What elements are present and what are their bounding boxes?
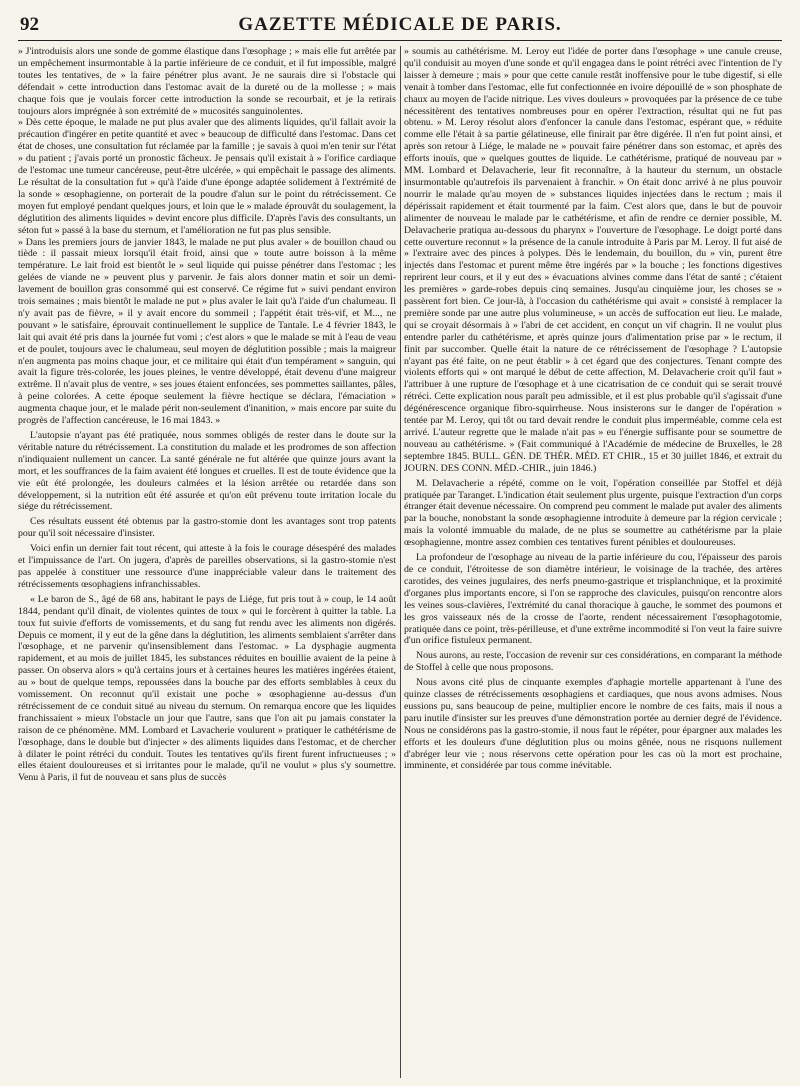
page-header bbox=[18, 10, 782, 41]
left-column bbox=[18, 46, 396, 1078]
page-number: 92 bbox=[20, 14, 39, 35]
paragraph: Ces résultats eussent été obtenus par la gastro-stomie dont les avantages sont trop patents pour qu'il soit nécessaire d'insister. bbox=[18, 516, 396, 540]
right-column bbox=[404, 46, 782, 1078]
paragraph: Nous avons cité plus de cinquante exemples d'aphagie mortelle appartenant à l'une des quinze classes de rétrécissements œsophagiens et cardiaques, que nous avons admises. Nous eussions pu, sans beaucoup de peine, multiplier encore le nombre de ces faits, mais il nous a paru inutile d'insister sur les preuves d'une démonstration portée au dernier degré de l'évidence. Nous ne considérons pas la gastro-stomie, il nous faut le répéter, pour épargner aux malades les efforts et les douleurs d'une déglutition plus ou moins gênée, nous ne risquons nullement d'abréger leur vie ; nous réservons cette opération pour les cas où la mort est prochaine, imminente, et considérée par tous comme inévitable. bbox=[404, 677, 782, 772]
paragraph: Nous aurons, au reste, l'occasion de revenir sur ces considérations, en comparant la méthode de Stoffel à celle que nous proposons. bbox=[404, 650, 782, 674]
journal-title: GAZETTE MÉDICALE DE PARIS. bbox=[238, 14, 562, 35]
paragraph: L'autopsie n'ayant pas été pratiquée, nous sommes obligés de rester dans le doute sur la véritable nature du rétrécissement. La constitution du malade et les prodromes de son affection n'indiquaient nullement un cancer. La santé générale ne fut altérée que quinze jours avant la mort, et les souffrances de la faim avaient été longues et cruelles. Il est de toute évidence que la vie eût été prolongée, les douleurs calmées et la lésion arrêtée ou retardée dans son développement, si la nutrition eût été assurée et qu'on eût prévenu toute irritation locale du siége du rétrécissement. bbox=[18, 430, 396, 513]
article-columns bbox=[18, 46, 782, 1078]
paragraph: La profondeur de l'œsophage au niveau de la partie inférieure du cou, l'épaisseur des parois de ce conduit, l'étroitesse de son diamètre intérieur, le voisinage de la trachée, des artères carotides, des veines jugulaires, des nerfs pneumo-gastrique et trisplanchnique, et la proximité d'organes plus importants encore, si l'on se rapproche des clavicules, puisqu'on rencontre alors les veines sous-clavières, l'extrémité du canal thoracique à gauche, le sommet des poumons et les gros vaisseaux nés de la crosse de l'aorte, rendent nécessairement l'œsophagotomie, pratiquée dans ce point, très-périlleuse, et d'une extrême incommodité si l'on veut la faire suivre d'un orifice fistuleux permanent. bbox=[404, 552, 782, 647]
paragraph: » soumis au cathétérisme. M. Leroy eut l'idée de porter dans l'œsophage » une canule creuse, qu'il conduisit au moyen d'une sonde et qu'il engagea dans le point rétréci avec l'intention de l'y laisser à demeure ; mais » pour que cette canule restât inoffensive pour le tube digestif, si elle venait à tomber dans l'estomac, elle fut confectionnée en ivoire dépouillé de » son phosphate de chaux au moyen de l'acide nitrique. Les vives douleurs » provoquées par la présence de ce tube nécessitèrent des tentatives nombreuses pour en opérer l'extraction, résultat qui ne fut pas obtenu. » M. Leroy résolut alors d'enfoncer la canule dans l'estomac, espérant que, » réduite comme elle l'était à sa partie gélatineuse, elle finirait par être digérée. Il n'en fut point ainsi, et après son retour à Liége, le malade ne » pouvait faire pénétrer dans son estomac, et après des efforts inouïs, que » quelques gouttes de liquide. Le cathétérisme, pratiqué de nouveau par » MM. Lombard et Delavacherie, leur fit reconnaître, à la hauteur du sternum, un obstacle insurmontable qu'autrefois ils parvenaient à franchir. » On était donc arrivé à ne plus pouvoir nourrir le malade qu'au moyen de » substances liquides injectées dans le rectum ; mais il dépérissait rapidement et était tourmenté par la faim. C'est alors que, dans le but de pouvoir alimenter de nouveau le malade par le cathétérisme, et afin de rendre ce dernier possible, M. Delavacherie pratiqua au-dessous du pharynx » l'ouverture de l'œsophage. Le doigt porté dans cette ouverture reconnut » la présence de la canule introduite à Paris par M. Leroy. Il fut aisé de » l'extraire avec des pinces à polypes. Dès le lendemain, du bouillon, du » vin, purent être injectés dans l'estomac et purent même être ingérés par » la bouche ; les fonctions digestives reprirent leur cours, et il y eut des » évacuations alvines comme dans l'état de santé ; c'étaient les premières » garde-robes depuis cinq semaines. Jusqu'au cinquième jour, les choses se » passèrent fort bien. Ce jour-là, à l'occasion du cathétérisme qui avait » consisté à remplacer la première sonde par une autre plus volumineuse, » un accès de suffocation eut lieu. Le malade, qui se croyait désormais à » l'abri de cet accident, en conçut un vif chagrin. Il ne voulut plus entendre parler du cathétérisme, et après quinze jours d'alimentation prise par » le rectum, il finit par succomber. Quelle était la nature de ce rétrécissement de l'œsophage ? L'autopsie n'ayant pas été faite, on ne peut établir » à cet égard que des conjectures. Tenant compte des violents efforts qui » ont marqué le début de cette affection, M. Delavacherie croit qu'il faut » l'attribuer à une rupture de l'œsophage et à une cicatrisation de ce conduit qui se serait trouvé rétréci. Cette explication nous paraît peu admissible, et il est plus probable qu'il s'agissait d'une dégénérescence organique fibro-squirrheuse. Nous insisterons sur le danger de l'opération » tentée par M. Leroy, qui tôt ou tard devait rendre le conduit plus imperméable, comme cela est arrivé. L'auteur regrette que le malade n'ait pas » eu l'énergie suffisante pour se soumettre de nouveau au cathétérisme. » (Fait communiqué à l'Académie de médecine de Bruxelles, le 28 septembre 1845. BULL. GÉN. DE THÉR. MÉD. ET CHIR., 15 et 30 juillet 1846, et extrait du JOURN. DES CONN. MÉD.-CHIR., juin 1846.) bbox=[404, 46, 782, 474]
paragraph: » Dès cette époque, le malade ne put plus avaler que des aliments liquides, qu'il fallait avoir la précaution d'ingérer en petite quantité et avec » beaucoup de difficulté dans l'estomac. Dans cet état de choses, une consultation fut réclamée par la famille ; je savais à quoi m'en tenir sur l'état » du patient ; j'avais porté un pronostic fâcheux. Je pensais qu'il existait à » l'orifice cardiaque de l'estomac une tumeur cancéreuse, peut-être ulcérée, » qui empêchait le passage des aliments. Le résultat de la consultation fut » qu'à l'aide d'une éponge adaptée solidement à l'extrémité de la sonde » œsophagienne, on porterait de la poudre d'alun sur le point du rétrécissement. Ce moyen fut employé pendant quelques jours, et loin que le » malade éprouvât du soulagement, la déglutition des aliments liquides » devint encore plus difficile. D'après l'avis des consultants, un séton fut » passé à la base du sternum, et l'amélioration ne fut pas plus sensible. bbox=[18, 117, 396, 236]
paragraph: Voici enfin un dernier fait tout récent, qui atteste à la fois le courage désespéré des malades et l'impuissance de l'art. On jugera, d'après de pareilles observations, si la gastro-stomie n'est pas appelée à constituer une ressource d'une inappréciable valeur dans le traitement des rétrécissements œsophagiens infranchissables. bbox=[18, 543, 396, 590]
column-divider bbox=[400, 46, 401, 1078]
paragraph: » Dans les premiers jours de janvier 1843, le malade ne put plus avaler » de bouillon chaud ou tiède : il passait mieux lorsqu'il était froid, ainsi que » toute autre boisson à la même température. Le lait froid est bientôt le » seul liquide qui puisse pénétrer dans l'estomac ; les gelées de viande ne » peuvent plus y parvenir. Je fais alors donner matin et soir un demi-lavement de bouillon gras consommé qui est conservé. Ce régime fut » suivi pendant environ trois semaines ; mais bientôt le malade ne put » plus avaler le lait qu'à l'aide d'un chalumeau. Il n'y avait pas de fièvre, » il y avait encore du sommeil ; l'appétit était très-vif, et M..., ne pouvant » le satisfaire, éprouvait continuellement le supplice de Tantale. Le 4 février 1843, le lait qui avait été pris dans la journée fut vomi ; c'est alors » que le malade se mit à l'eau de veau et de poulet, toujours avec le chalumeau, seul moyen de déglutition possible ; mais la maigreur n'en augmenta pas moins chaque jour, et ce militaire qui était d'un tempérament » sanguin, qui avait la figure très-colorée, les joues pleines, le ventre développé, était devenu d'une maigreur extrême. Il n'avait plus de ventre, » ses joues étaient enfoncées, ses pommettes saillantes, pâles, à peine colorées. A cette époque seulement la fièvre hectique se déclara, l'émaciation » augmenta chaque jour, et le malade périt non-seulement d'inanition, » mais encore par suite du progrès de l'affection cancéreuse, le 16 mai 1843. » bbox=[18, 236, 396, 427]
paragraph: « Le baron de S., âgé de 68 ans, habitant le pays de Liége, fut pris tout à » coup, le 14 août 1844, pendant qu'il dînait, de violentes quintes de toux » qui le forcèrent à quitter la table. La toux fut suivie d'efforts de vomissements, et du sang fut rendu avec les aliments non digérés. Depuis ce moment, il y eut de la gêne dans la déglutition, les aliments semblaient s'arrêter dans l'œsophage, et ne parvenir qu'insensiblement dans l'estomac. » La dysphagie augmenta rapidement, et au mois de juillet 1845, les substances réduites en bouillie avaient de la peine à passer. On observa alors » qu'à certains jours et à certaines heures les matières ingérées étaient, au » bout de quelque temps, repoussées dans la bouche par des efforts semblables à ceux du vomissement. On reconnut qu'il existait une poche » œsophagienne au-dessus d'un rétrécissement de ce conduit situé au niveau du sternum. On remarqua encore que les liquides franchissaient » mieux l'obstacle un jour que l'autre, sans que l'on ait pu jamais constater la raison de ce phénomène. MM. Lombard et Lavacherie voulurent » pratiquer le cathétérisme de l'œsophage, dans le double but d'injecter » des aliments liquides dans l'estomac, et de chercher à dilater le point rétréci du conduit. Toutes les tentatives qu'ils firent furent infructueuses ; » elles étaient douloureuses et si irritantes pour le malade, qu'il ne voulut » plus s'y soumettre. Venu à Paris, il fut de nouveau et sans plus de succès bbox=[18, 593, 396, 784]
paragraph: » J'introduisis alors une sonde de gomme élastique dans l'œsophage ; » mais elle fut arrêtée par un empêchement insurmontable à la partie inférieure de ce conduit, et il fut impossible, malgré toutes les tentatives, de » la faire pénétrer plus avant. Je ne saurais dire si l'obstacle qui défendait » cette introduction dans l'estomac avait de la dureté ou de la mollesse ; » mais chaque fois que je voulais forcer cette introduction la sonde se recourbait, et je la retirais toujours alors imprégnée à son extrémité de » mucosités sanguinolentes. bbox=[18, 46, 396, 117]
paragraph: M. Delavacherie a répété, comme on le voit, l'opération conseillée par Stoffel et déjà pratiquée par Taranget. L'indication était seulement plus urgente, puisque l'extraction d'un corps étranger était devenue nécessaire. On comprend peu comment le malade put avaler des aliments par la bouche, nonobstant la sonde œsophagienne introduite à demeure par la région cervicale ; mais la volonté immuable du malade, de ne plus se soumettre au cathétérisme par la plaie œsophagienne, montre assez combien ces tentatives furent pénibles et douloureuses. bbox=[404, 477, 782, 549]
